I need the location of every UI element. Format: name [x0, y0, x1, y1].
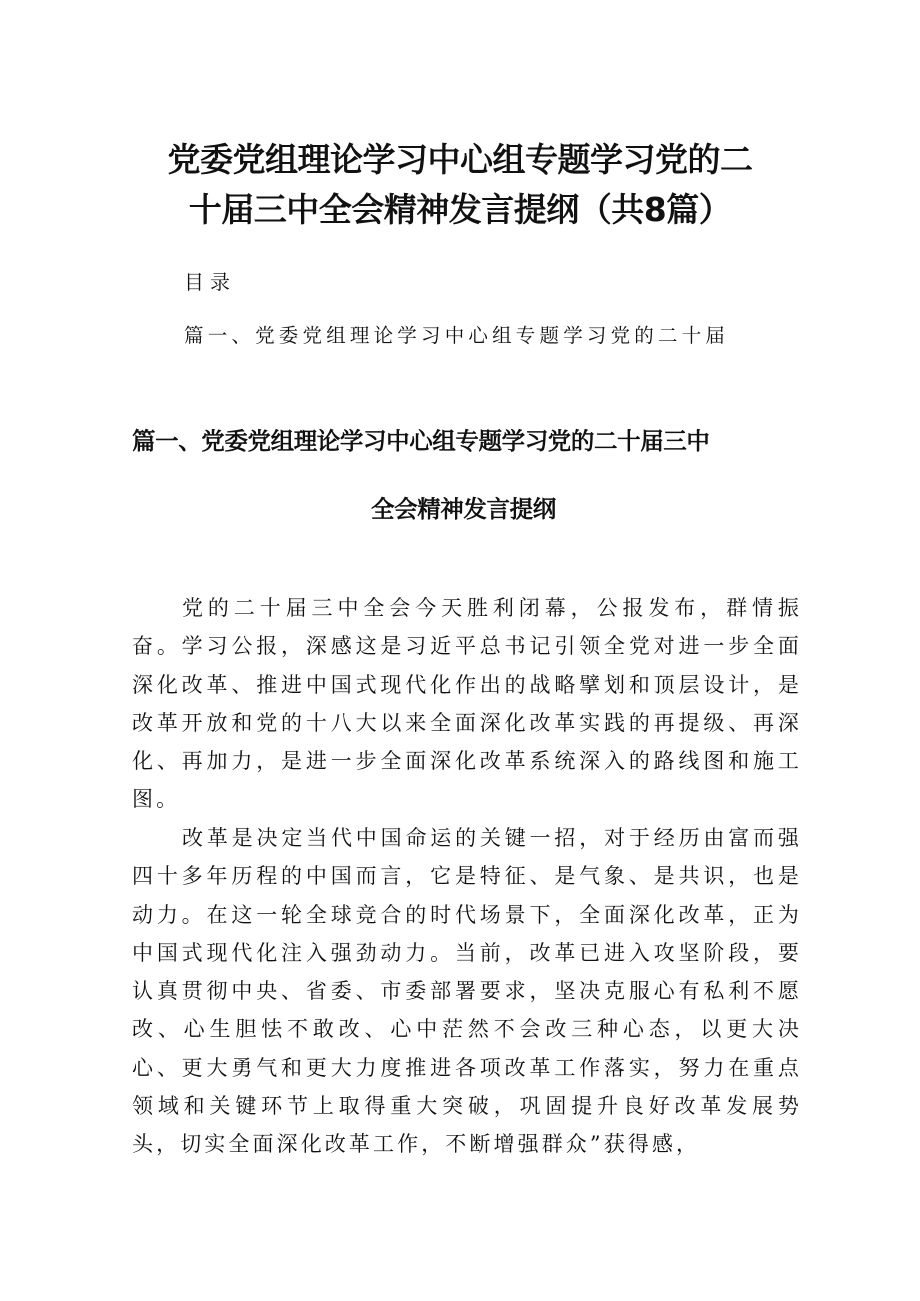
section-title-line-2: 全会精神发言提纲 — [371, 495, 556, 523]
document-title-line-1: 党委党组理论学习中心组专题学习党的二 — [167, 140, 753, 179]
section-title-line-1: 篇一、党委党组理论学习中心组专题学习党的二十届三中 — [132, 427, 710, 455]
toc-item[interactable]: 篇一、党委党组理论学习中心组专题学习党的二十届 — [184, 324, 730, 347]
body-paragraph: 党的二十届三中全会今天胜利闭幕，公报发布，群情振奋。学习公报，深感这是习近平总书记引领全党对进一步全面深化改革、推进中国式现代化作出的战略擘划和顶层设计，是改革开放和党的十八大以来全面深化改革实践的再提级、再深化、再加力，是进一步全面深化改革系统深入的路线图和施工图。 — [132, 596, 802, 812]
document-title-line-2: 十届三中全会精神发言提纲（共8篇） — [188, 190, 732, 229]
toc-heading: 目录 — [184, 270, 236, 294]
body-paragraph: 改革是决定当代中国命运的关键一招，对于经历由富而强四十多年历程的中国而言，它是特征、是气象、是共识，也是动力。在这一轮全球竞合的时代场景下，全面深化改革，正为中国式现代化注入强劲动力。当前，改革已进入攻坚阶段，要认真贯彻中央、省委、市委部署要求，坚决克服心有私利不愿改、心生胆怯不敢改、心中茫然不会改三种心态，以更大决心、更大勇气和更大力度推进各项改革工作落实，努力在重点领域和关键环节上取得重大突破，巩固提升良好改革发展势头，切实全面深化改革工作，不断增强群众”获得感， — [132, 826, 802, 1157]
